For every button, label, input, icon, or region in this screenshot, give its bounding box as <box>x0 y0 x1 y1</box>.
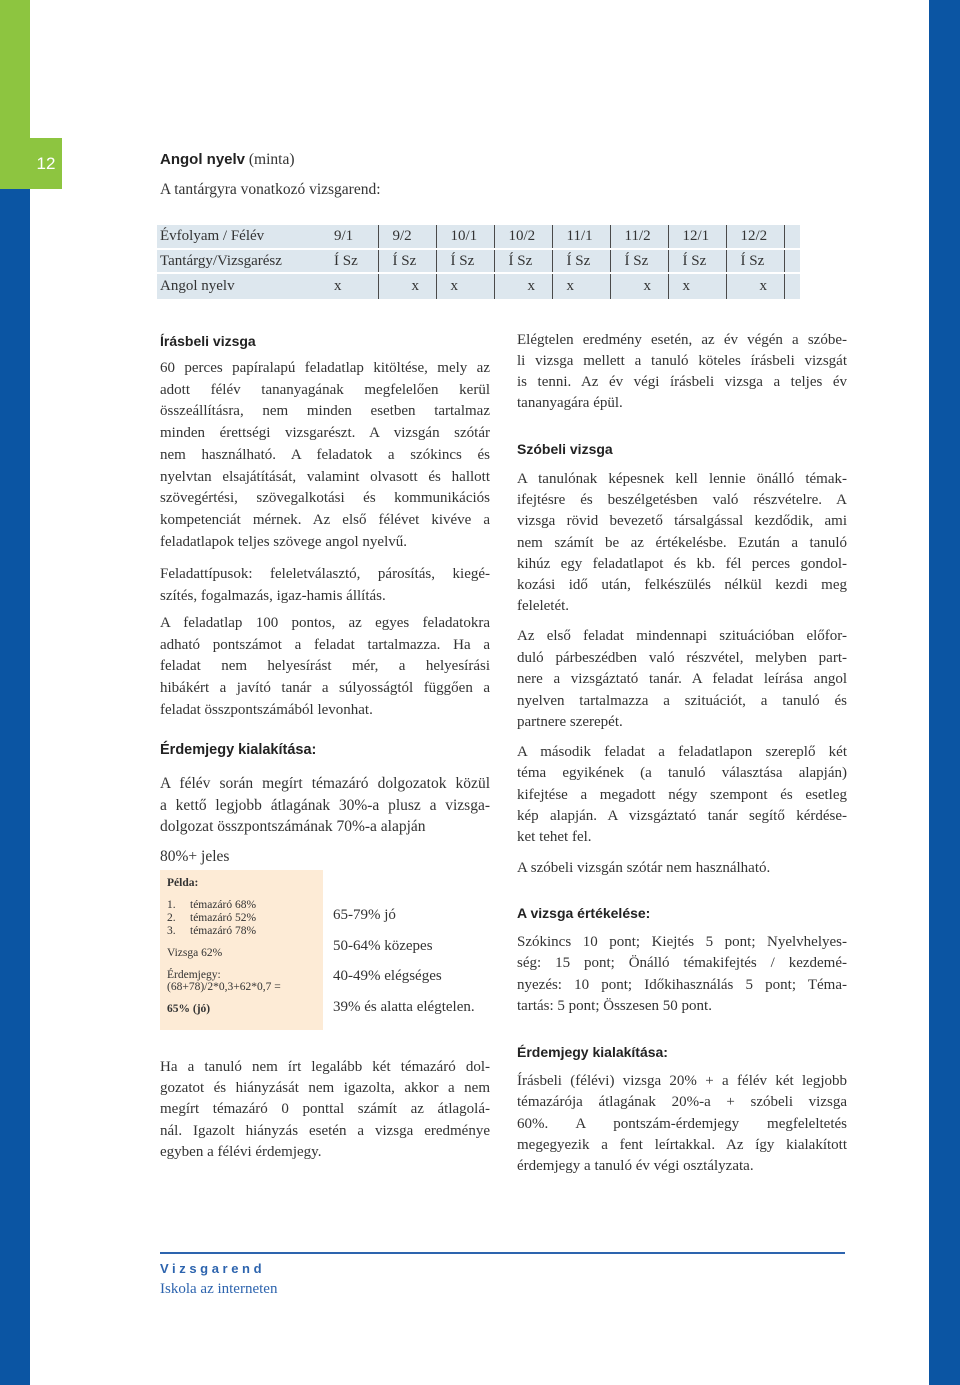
text-line: 60%. A pontszám-érdemjegy megfeleltetés <box>517 1115 847 1132</box>
table-cell: 10/2 <box>494 225 552 249</box>
written-mark: x <box>682 278 690 294</box>
text-line: li vizsga mellett a tanuló köteles írásbeli vizsgát <box>517 353 847 369</box>
example-test-line <box>167 911 256 925</box>
footer-divider <box>160 1252 845 1254</box>
table-cell: 12/1 <box>668 225 726 249</box>
table-padding-cell <box>784 273 800 299</box>
text-line: ifejtésre és beszélgetésben való részvételre. A <box>517 492 847 509</box>
text-line: Ha a tanuló nem írt legalább két témazáró dol- <box>160 1059 490 1075</box>
grade-scale-list <box>333 900 475 1022</box>
table-cell: Í Sz <box>378 249 436 273</box>
text-line: duló párbeszédben való részvétel, melyben part- <box>517 649 847 666</box>
text-line: ket tehet fel. <box>517 829 592 846</box>
scoring-paragraph <box>160 613 490 722</box>
table-cell: Í Sz <box>668 249 726 273</box>
text-line: szítés, fogalmazás, igaz-hamis állítás. <box>160 587 386 604</box>
text-line: nál. Igazolt hiányzás esetén a vizsga eredménye <box>160 1122 490 1139</box>
text-line: adható pontszámot a feladat tartalmazza. Ha a <box>160 636 490 653</box>
table-padding-cell <box>784 225 800 249</box>
text-line: Írásbeli (félévi) vizsga 20% + a félév két legjobb <box>517 1073 847 1089</box>
example-title: Példa: <box>167 877 199 889</box>
table-cell: Í Sz <box>726 249 784 273</box>
subject-subtitle: (minta) <box>248 151 295 168</box>
text-line: A tanulónak képesnek kell lennie önálló témak- <box>517 471 847 487</box>
text-line: Elégtelen eredmény esetén, az év végén a szóbe- <box>517 332 847 348</box>
text-line: feladat összpontszámából levonhat. <box>160 701 373 718</box>
second-task-paragraph <box>517 742 847 848</box>
text-line: tartás: 5 pont; Összesen 50 pont. <box>517 997 712 1014</box>
table-cell: 9/1 <box>320 225 378 249</box>
table-cell: Í Sz <box>494 249 552 273</box>
top-grade-label <box>160 846 490 868</box>
text-line: egyben a félévi érdemjegy. <box>160 1143 322 1160</box>
test-number: 2. <box>167 912 176 924</box>
text-line: feleletét. <box>517 598 570 615</box>
left-blue-bar <box>0 0 30 1385</box>
text-line: nyelvtan elsajátítását, valamint olvasott és hallott <box>160 468 490 485</box>
text-line: is tenni. Az év végi írásbeli vizsga a teljes év <box>517 374 847 390</box>
table-cell: 9/2 <box>378 225 436 249</box>
subject-name: Angol nyelv <box>160 151 246 168</box>
page-number: 12 <box>30 138 62 189</box>
text-line: Az első feladat mindennapi szituációban előfor- <box>517 628 847 644</box>
table-cell <box>494 273 552 299</box>
left-green-accent <box>0 0 30 189</box>
text-line: nem számít be az értékelésbe. Ezután a tanuló <box>517 534 847 551</box>
text-line: A feladatlap 100 pontos, az egyes feladatokra <box>160 615 490 631</box>
example-exam-score: Vizsga 62% <box>167 947 223 959</box>
absence-paragraph <box>160 1057 490 1163</box>
oral-mark: x <box>411 278 419 294</box>
task-types-paragraph <box>160 564 490 607</box>
exam-schedule-table <box>157 225 800 299</box>
page-title <box>160 149 295 171</box>
text-line: gozatot és hiányzását nem igazolta, akkor a nem <box>160 1080 490 1097</box>
evaluation-criteria-paragraph <box>517 932 847 1017</box>
test-score: témazáró 68% <box>190 899 257 911</box>
table-row-subject <box>157 273 800 299</box>
test-number: 1. <box>167 899 176 911</box>
table-cell <box>610 273 668 299</box>
grade-scale-item: 50-64% közepes <box>333 937 433 954</box>
right-blue-bar <box>929 0 960 1385</box>
text-line: feladatlapok teljes szövege angol nyelvű. <box>160 533 407 550</box>
table-cell: Í Sz <box>436 249 494 273</box>
text-line: nere a vizsgáztató tanár. A feladat leírása angol <box>517 671 847 687</box>
table-cell: 11/1 <box>552 225 610 249</box>
example-test-line <box>167 898 256 912</box>
table-row-exam-parts <box>157 249 800 273</box>
grading-heading: Érdemjegy kialakítása: <box>160 742 317 758</box>
example-formula: (68+78)/2*0,3+62*0,7 = <box>167 981 281 993</box>
table-cell: Í Sz <box>610 249 668 273</box>
written-exam-description <box>160 358 490 553</box>
oral-mark: x <box>527 278 535 294</box>
text-line: összeállításra, nem minden esetben tartalmaz <box>160 403 490 420</box>
text-line: Szókincs 10 pont; Kiejtés 5 pont; Nyelvhelyes- <box>517 934 847 950</box>
text-line: kifejtése a megadott négy szempont és esetleg <box>517 786 847 803</box>
written-mark: x <box>450 278 458 294</box>
grade-scale-item: 65-79% jó <box>333 907 396 923</box>
table-cell: 10/1 <box>436 225 494 249</box>
table-cell: 12/2 <box>726 225 784 249</box>
text-line: témazárója átlagának 20%-a + szóbeli vizsga <box>517 1094 847 1111</box>
text-line: vizsga rövid bevezető társalgással kezdődik, ami <box>517 513 847 530</box>
dictionary-note <box>517 858 847 879</box>
table-cell <box>726 273 784 299</box>
table-cell <box>552 273 610 299</box>
text-line: 60 perces papíralapú feladatlap kitöltése, mely az <box>160 360 490 376</box>
example-grade-label: Érdemjegy: <box>167 969 221 981</box>
row-label: Angol nyelv <box>160 278 235 294</box>
written-mark: x <box>566 278 574 294</box>
footer-title: Vizsgarend <box>160 1261 266 1276</box>
test-score: témazáró 52% <box>190 912 257 924</box>
table-cell: 11/2 <box>610 225 668 249</box>
final-grade-paragraph <box>517 1071 847 1177</box>
text-line: érdemjegy a tanuló év végi osztályzata. <box>517 1158 754 1175</box>
text-line: nem használható. A feladatok a szókincs és <box>160 446 490 463</box>
table-padding-cell <box>784 249 800 273</box>
row-label: Évfolyam / Félév <box>157 225 320 249</box>
oral-mark: x <box>759 278 767 294</box>
table-cell <box>320 273 378 299</box>
text-line: megírt témazáró 0 ponttal számít az átlagolá- <box>160 1101 490 1118</box>
text-line: 80%+ jeles <box>160 848 230 865</box>
text-line: ség: 15 pont; Önálló témakifejtés / kezdemé- <box>517 955 847 972</box>
text-line: kozási idő után, felkészülés nélkül kezdi meg <box>517 577 847 594</box>
schedule-intro: A tantárgyra vonatkozó vizsgarend: <box>160 181 381 198</box>
text-line: a kettő legjobb átlagának 30%-a plusz a vizsga- <box>160 796 490 814</box>
text-line: megegyezik a fent leírtakkal. Az így kialakított <box>517 1136 847 1153</box>
grading-rule-paragraph <box>160 773 490 838</box>
written-exam-heading: Írásbeli vizsga <box>160 333 256 349</box>
grade-scale-item: 40-49% elégséges <box>333 968 442 985</box>
oral-exam-heading: Szóbeli vizsga <box>517 441 613 457</box>
table-cell: Í Sz <box>552 249 610 273</box>
text-line: szövegértési, szövegalkotási és kommunikációs <box>160 490 490 507</box>
text-line: nyelven tartalmazza a szituációt, a tanuló és <box>517 692 847 709</box>
row-label: Tantárgy/Vizsgarész <box>157 249 320 273</box>
table-cell <box>436 273 494 299</box>
grade-example-box <box>160 870 323 1030</box>
text-line: Feladattípusok: feleletválasztó, párosítás, kiegé- <box>160 566 490 582</box>
text-line: kép alapján. A vizsgáztató tanár segítő kérdése- <box>517 807 847 824</box>
text-line: feladat nem helyesírást mér, a helyesírási <box>160 658 490 675</box>
table-row-semesters <box>157 225 800 249</box>
text-line: tananyagára épül. <box>517 395 623 411</box>
text-line: kihúz egy feladatlapot és kb. fél perces gondol- <box>517 555 847 572</box>
text-line: dolgozat összpontszámának 70%-a alapján <box>160 818 426 836</box>
first-task-paragraph <box>517 626 847 734</box>
text-line: A második feladat a feladatlapon szereplő két <box>517 744 847 760</box>
text-line: hibákért a javító tanár a súlyosságtól függően a <box>160 680 490 697</box>
text-line: nyezés: 10 pont; Időkihasználás 5 pont; Téma- <box>517 976 847 993</box>
failed-exam-paragraph <box>517 330 847 414</box>
text-line: minden érettségi vizsgarészt. A vizsgán szótár <box>160 425 490 442</box>
table-cell: Í Sz <box>320 249 378 273</box>
example-test-line <box>167 924 256 938</box>
grade-scale-item: 39% és alatta elégtelen. <box>333 998 475 1015</box>
example-result: 65% (jó) <box>167 1003 211 1015</box>
oral-exam-description <box>517 469 847 617</box>
table-cell <box>378 273 436 299</box>
text-line: kompetenciát mérnek. Az első félévet kivéve a <box>160 511 490 528</box>
table-cell <box>668 273 726 299</box>
text-line: adott félév tananyagának megfelelően kerül <box>160 381 490 398</box>
evaluation-heading: A vizsga értékelése: <box>517 905 651 921</box>
footer-subtitle: Iskola az interneten <box>160 1281 278 1297</box>
final-grade-heading: Érdemjegy kialakítása: <box>517 1044 668 1060</box>
text-line: partnere szerepét. <box>517 714 623 730</box>
oral-mark: x <box>643 278 651 294</box>
text-line: A félév során megírt témazáró dolgozatok közül <box>160 775 490 792</box>
written-mark: x <box>334 278 342 294</box>
text-line: A szóbeli vizsgán szótár nem használható. <box>517 860 771 876</box>
test-score: témazáró 78% <box>190 925 257 937</box>
text-line: téma egyikének (a tanuló választása alapján) <box>517 765 847 782</box>
test-number: 3. <box>167 925 176 937</box>
